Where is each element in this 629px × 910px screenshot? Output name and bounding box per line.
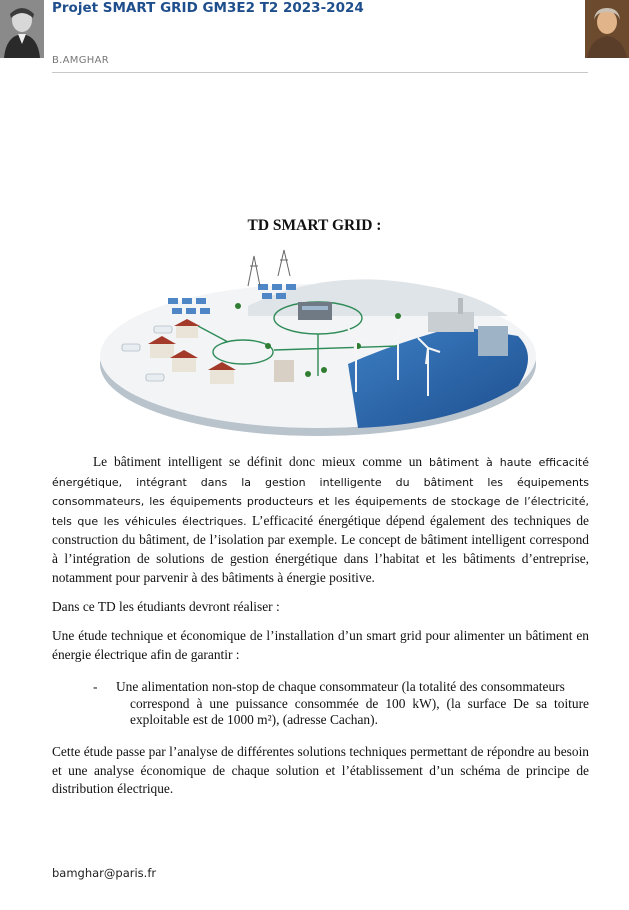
header-divider [52, 72, 588, 73]
conclusion-paragraph: Cette étude passe par l’analyse de différentes solutions techniques permettant de répondre au besoin et une analyse économique de chaque solution et l’établissement d’un schéma de principe de distribution électrique. [52, 744, 589, 797]
study-intro-paragraph: Une étude technique et économique de l’installation d’un smart grid pour alimenter un bâtiment en énergie électrique afin de garantir : [52, 628, 589, 662]
portrait-right-image [585, 0, 629, 58]
intro-text-part-1: Le bâtiment intelligent se définit donc mieux comme un [93, 454, 430, 469]
students-intro-paragraph: Dans ce TD les étudiants devront réaliser : [52, 599, 280, 614]
intro-paragraph [52, 453, 589, 587]
intro-text-part-3: L’efficacité énergétique dépend également des techniques de construction du bâtiment, de l’isolation par exemple. Le concept de bâtiment intelligent correspond à l’intégration de solutions de gestion énergétique dans l’habitat et les bâtiments d’entreprise, notamment pour parvenir à des bâtiments à énergie positive. [52, 512, 589, 585]
requirement-line-2: correspond à une puissance consommée de 100 kW), (la surface De sa toiture exploitable est de 1000 m²), (adresse Cachan). [130, 695, 589, 728]
author-name: B.AMGHAR [52, 55, 109, 66]
smart-grid-illustration [98, 246, 538, 442]
document-title: TD SMART GRID : [247, 217, 382, 234]
footer-email: bamghar@paris.fr [52, 866, 157, 880]
bullet-marker: - [93, 679, 98, 694]
intro-text-part-2: bâtiment à haute efficacité énergétique, intégrant dans la gestion intelligente du bâtiment les équipements consommateurs, les équipements producteurs et les équipements de stockage de l’électricité, tels que les véhicules électriques. [52, 456, 589, 528]
portrait-left-image [0, 0, 44, 58]
requirement-line-1: Une alimentation non-stop de chaque consommateur (la totalité des consommateurs [116, 679, 565, 694]
requirement-list-item [116, 679, 589, 729]
header-title: Projet SMART GRID GM3E2 T2 2023-2024 [52, 0, 364, 16]
